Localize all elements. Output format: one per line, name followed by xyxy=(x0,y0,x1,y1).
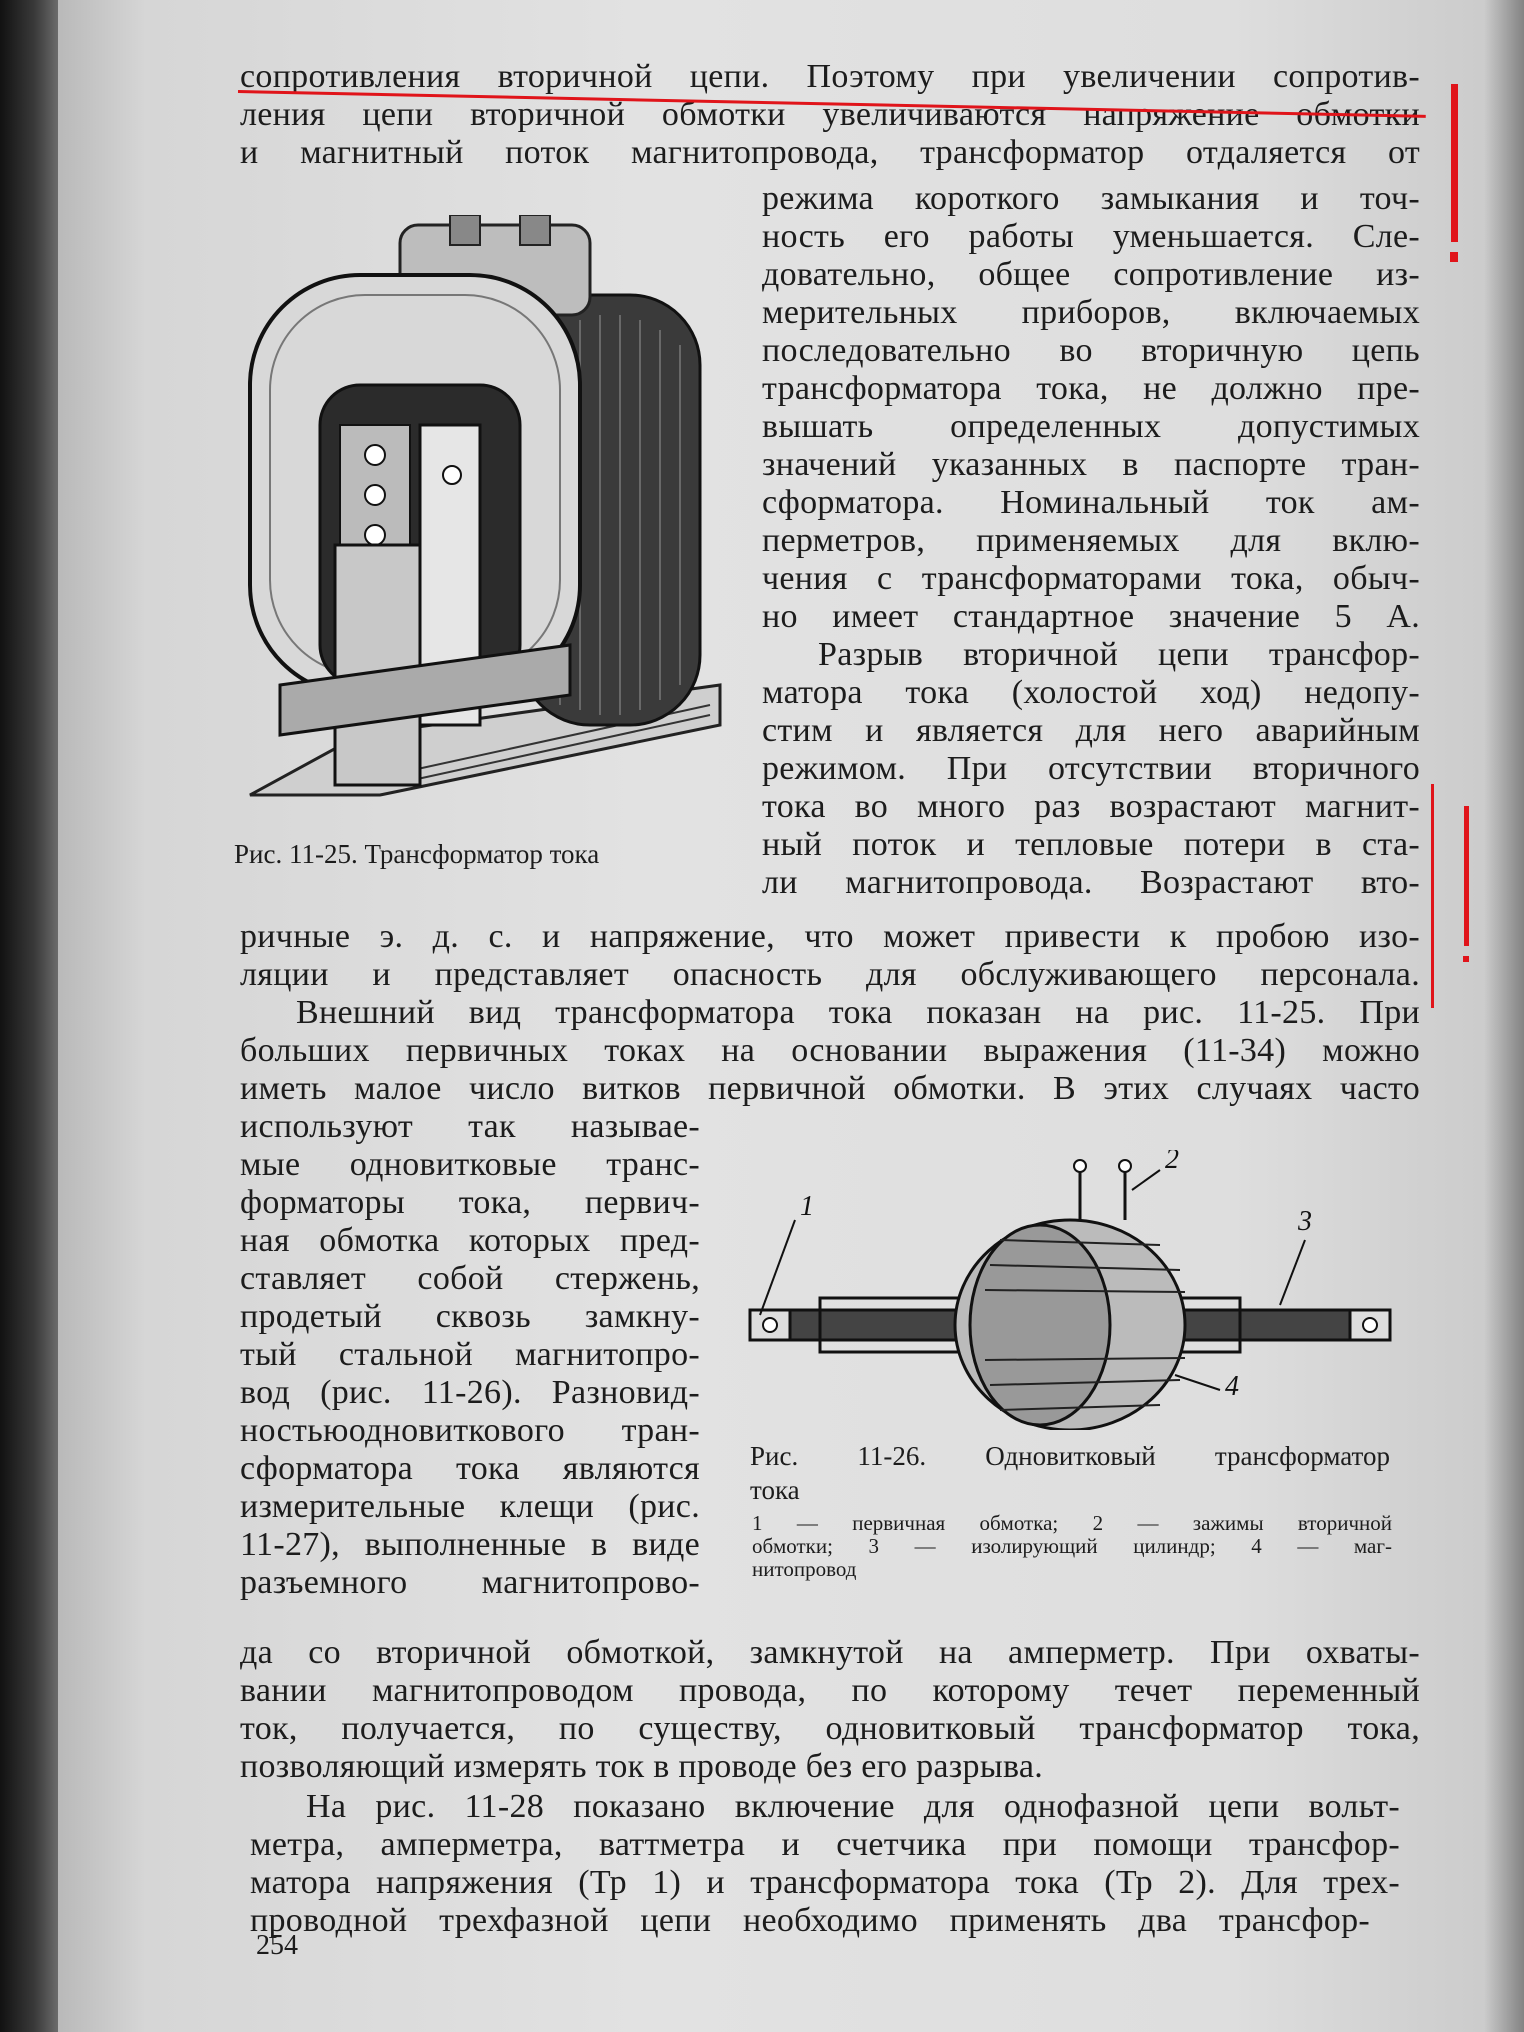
text-line: разъемного магнитопрово- xyxy=(240,1564,700,1601)
red-exclamation-dot xyxy=(1463,956,1469,962)
page-edge-shadow xyxy=(1484,0,1524,2032)
text-line: трансформатора тока, не должно пре- xyxy=(762,370,1420,407)
text-line: мерительных приборов, включаемых xyxy=(762,294,1420,331)
figure-label-4: 4 xyxy=(1225,1371,1239,1402)
text-line: ность его работы уменьшается. Сле- xyxy=(762,218,1420,255)
transformer-figure xyxy=(240,215,730,805)
figure-legend: 1 — первичная обмотка; 2 — зажимы вторичной xyxy=(752,1511,1392,1535)
figure-caption: Рис. 11-26. Одновитковый трансформатор xyxy=(750,1441,1390,1471)
figure-legend: нитопровод xyxy=(752,1557,857,1581)
text-line: вод (рис. 11-26). Разновид- xyxy=(240,1374,700,1411)
text-line: ная обмотка которых пред- xyxy=(240,1222,700,1259)
text-line: вании магнитопроводом провода, по которому течет переменный xyxy=(240,1672,1420,1709)
book-spine-shadow xyxy=(0,0,58,2032)
figure-caption: Рис. 11-25. Трансформатор тока xyxy=(234,839,600,869)
figure-caption: тока xyxy=(750,1475,800,1505)
text-line: метра, амперметра, ваттметра и счетчика при помощи трансфор- xyxy=(250,1826,1400,1863)
text-line: иметь малое число витков первичной обмотки. В этих случаях часто xyxy=(240,1070,1420,1107)
text-line: ли магнитопровода. Возрастают вто- xyxy=(762,864,1420,901)
text-line: мые одновитковые транс- xyxy=(240,1146,700,1183)
red-exclamation-mark xyxy=(1451,84,1458,242)
text-line: 11-27), выполненные в виде xyxy=(240,1526,700,1563)
text-line: ления цепи вторичной обмотки увеличиваются напряжение обмотки xyxy=(240,96,1420,133)
text-line: сформатора тока являются xyxy=(240,1450,700,1487)
text-line: Внешний вид трансформатора тока показан на рис. 11-25. При xyxy=(296,994,1420,1031)
text-line: сопротивления вторичной цепи. Поэтому при увеличении сопротив- xyxy=(240,58,1420,95)
text-line: и магнитный поток магнитопровода, трансформатор отдаляется от xyxy=(240,134,1420,171)
text-line: перметров, применяемых для вклю- xyxy=(762,522,1420,559)
text-line: больших первичных токах на основании выражения (11-34) можно xyxy=(240,1032,1420,1069)
text-line: измерительные клещи (рис. xyxy=(240,1488,700,1525)
text-line: ставляет собой стержень, xyxy=(240,1260,700,1297)
text-line: значений указанных в паспорте тран- xyxy=(762,446,1420,483)
text-line: матора напряжения (Тр 1) и трансформатора тока (Тр 2). Для трех- xyxy=(250,1864,1400,1901)
text-line: форматоры тока, первич- xyxy=(240,1184,700,1221)
text-line: да со вторичной обмоткой, замкнутой на амперметр. При охваты- xyxy=(240,1634,1420,1671)
text-line: ляции и представляет опасность для обслуживающего персонала. xyxy=(240,956,1420,993)
text-line: режима короткого замыкания и точ- xyxy=(762,180,1420,217)
text-line: используют так называе- xyxy=(240,1108,700,1145)
text-line: На рис. 11-28 показано включение для однофазной цепи вольт- xyxy=(306,1788,1400,1825)
red-margin-line xyxy=(1431,784,1434,1008)
red-exclamation-dot xyxy=(1450,252,1458,262)
figure-label-1: 1 xyxy=(800,1191,814,1222)
text-line: довательно, общее сопротивление из- xyxy=(762,256,1420,293)
text-line: чения с трансформаторами тока, обыч- xyxy=(762,560,1420,597)
text-line: но имеет стандартное значение 5 А. xyxy=(762,598,1420,635)
figure-label-3: 3 xyxy=(1298,1206,1312,1237)
red-exclamation-mark xyxy=(1464,806,1469,946)
page-number: 254 xyxy=(256,1930,298,1961)
text-line: ный поток и тепловые потери в ста- xyxy=(762,826,1420,863)
text-line: последовательно во вторичную цепь xyxy=(762,332,1420,369)
figure-label-2: 2 xyxy=(1165,1150,1179,1175)
text-line: ток, получается, по существу, одновитковый трансформатор тока, xyxy=(240,1710,1420,1747)
text-line: тый стальной магнитопро- xyxy=(240,1336,700,1373)
text-line: сформатора. Номинальный ток ам- xyxy=(762,484,1420,521)
text-line: продетый сквозь замкну- xyxy=(240,1298,700,1335)
text-line: ностьюодновиткового тран- xyxy=(240,1412,700,1449)
text-line: Разрыв вторичной цепи трансфор- xyxy=(818,636,1420,673)
text-line: позволяющий измерять ток в проводе без его разрыва. xyxy=(240,1748,1044,1785)
text-line: стим и является для него аварийным xyxy=(762,712,1420,749)
text-line: ричные э. д. с. и напряжение, что может привести к пробою изо- xyxy=(240,918,1420,955)
text-line: матора тока (холостой ход) недопу- xyxy=(762,674,1420,711)
text-line: тока во много раз возрастают магнит- xyxy=(762,788,1420,825)
figure-legend: обмотки; 3 — изолирующий цилиндр; 4 — маг- xyxy=(752,1534,1392,1558)
text-line: режимом. При отсутствии вторичного xyxy=(762,750,1420,787)
single-turn-transformer-figure xyxy=(740,1150,1400,1430)
text-line: вышать определенных допустимых xyxy=(762,408,1420,445)
text-line: проводной трехфазной цепи необходимо применять два трансфор- xyxy=(250,1902,1370,1939)
